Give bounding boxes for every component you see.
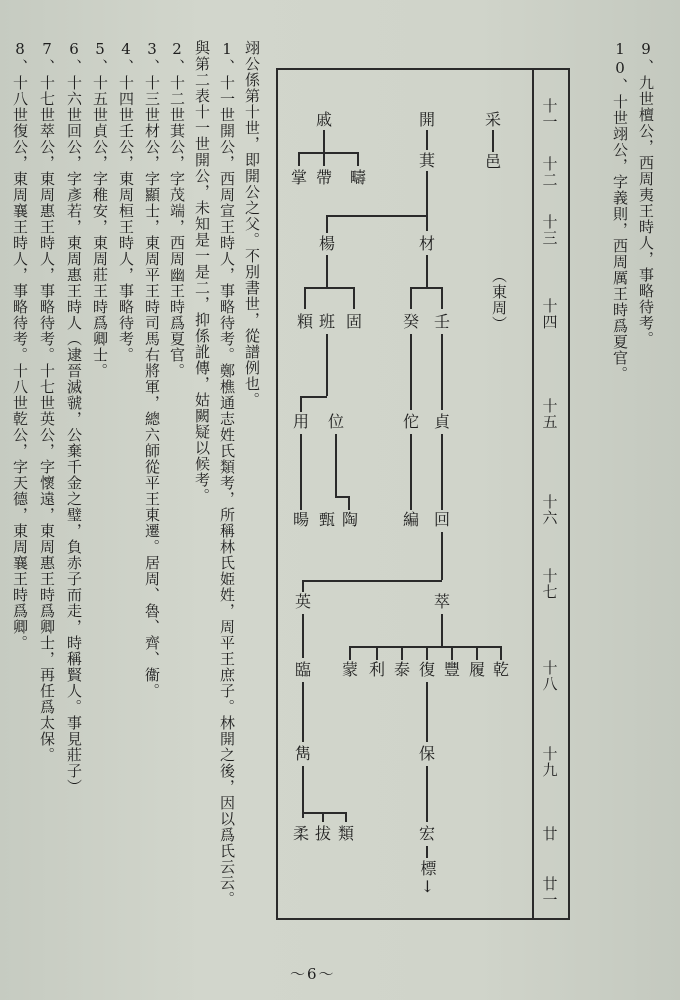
node-lei: 頪: [296, 312, 313, 331]
node-yi: 邑: [484, 152, 501, 171]
node-ren: 壬: [433, 312, 450, 331]
note-intro: 翊公係第十世，即開公之父。不別書世，從譜例也。: [243, 40, 261, 408]
node-gu: 固: [345, 312, 362, 331]
node-yong: 用: [292, 412, 309, 431]
node-zhang: 掌: [290, 168, 307, 187]
generation-column-divider: [532, 68, 534, 918]
node-zhen2: 甄: [318, 510, 335, 529]
note-5: 5、十五世貞公，字稚安，東周莊王時爲卿士。: [91, 40, 109, 379]
genealogy-chart-frame: [276, 68, 570, 920]
node-tai: 泰: [393, 660, 410, 679]
note-1: 1、十一世開公，西周宣王時人，事略待考。鄭樵通志姓氏類考，所稱林氏姫姓，周平王庶子。林開之後，因以爲氏云云。: [218, 40, 236, 907]
note-1-cont: 與第二表十一世開公，未知是一是二，抑係訛傳，姑闕疑以候考。: [193, 40, 211, 504]
node-cui: 萃: [433, 592, 450, 611]
node-ying: 英: [294, 592, 311, 611]
gen-12: 十二: [542, 155, 558, 189]
node-ban: 班: [318, 312, 335, 331]
gen-21: 廿一: [542, 875, 558, 909]
node-bao: 保: [418, 744, 435, 763]
node-lei2: 類: [337, 824, 354, 843]
node-dai: 帶: [315, 168, 332, 187]
gen-16: 十六: [542, 493, 558, 527]
gen-17: 十七: [542, 567, 558, 601]
page-number: ～6～: [290, 965, 336, 983]
node-fu: 復: [418, 660, 435, 679]
node-rou: 柔: [292, 824, 309, 843]
node-chou: 疇: [349, 168, 366, 187]
note-9: 9、九世檀公，西周夷王時人，事略待考。: [637, 40, 655, 347]
node-hui: 回: [433, 510, 450, 529]
note-8: 8、十八世復公，東周襄王時人，事略待考。十八世乾公，字天德，東周襄王時爲卿。: [11, 40, 29, 651]
gen-19: 十九: [542, 745, 558, 779]
node-tuo: 佗: [402, 412, 419, 431]
node-gui: 癸: [402, 312, 419, 331]
node-qi2: 戚: [315, 110, 332, 129]
node-li: 利: [368, 660, 385, 679]
note-10: 10、十世翊公，字義則，西周厲王時爲夏官。: [611, 40, 629, 382]
node-biao: 標↓: [418, 860, 437, 897]
gen-14: 十四: [542, 297, 558, 331]
node-wei: 位: [327, 412, 344, 431]
gen-13: 十三: [542, 213, 558, 247]
note-3: 3、十三世材公，字顯士，東周平王時司馬右將軍，總六師從平王東遷。居周、魯、齊、衞。: [143, 40, 161, 699]
node-jun: 雋: [294, 744, 311, 763]
node-cai2: 材: [418, 234, 435, 253]
note-4: 4、十四世壬公，東周桓王時人，事略待考。: [117, 40, 135, 363]
gen-11: 十一: [542, 97, 558, 131]
node-lv: 履: [468, 660, 485, 679]
note-2: 2、十二世萁公，字茂端，西周幽王時爲夏官。: [168, 40, 186, 379]
node-feng: 豐: [443, 660, 460, 679]
node-ba: 拔: [314, 824, 331, 843]
node-zhen: 貞: [433, 412, 450, 431]
gen-20: 廿: [542, 825, 558, 843]
node-yang: 楊: [318, 234, 335, 253]
node-kai: 開: [418, 110, 435, 129]
node-meng: 蒙: [341, 660, 358, 679]
node-tao: 陶: [341, 510, 358, 529]
note-7: 7、十七世萃公，東周惠王時人，事略待考。十七世英公，字懷遠，東周惠王時爲卿士，再任爲太保。: [38, 40, 56, 763]
node-hong: 宏: [418, 824, 435, 843]
east-zhou-label: （東周）: [490, 268, 508, 332]
gen-18: 十八: [542, 659, 558, 693]
node-qi: 萁: [418, 151, 435, 170]
node-lin: 臨: [294, 660, 311, 679]
note-6: 6、十六世回公，字彥若，東周惠王時人（逮晉滅虢，公棄千金之璧，負赤子而走，時稱賢人。事見莊子）: [65, 40, 83, 795]
node-cai: 采: [484, 110, 501, 129]
node-yang2: 暘: [292, 510, 309, 529]
node-bian: 編: [402, 510, 419, 529]
gen-15: 十五: [542, 397, 558, 431]
node-qian: 乾: [492, 660, 509, 679]
